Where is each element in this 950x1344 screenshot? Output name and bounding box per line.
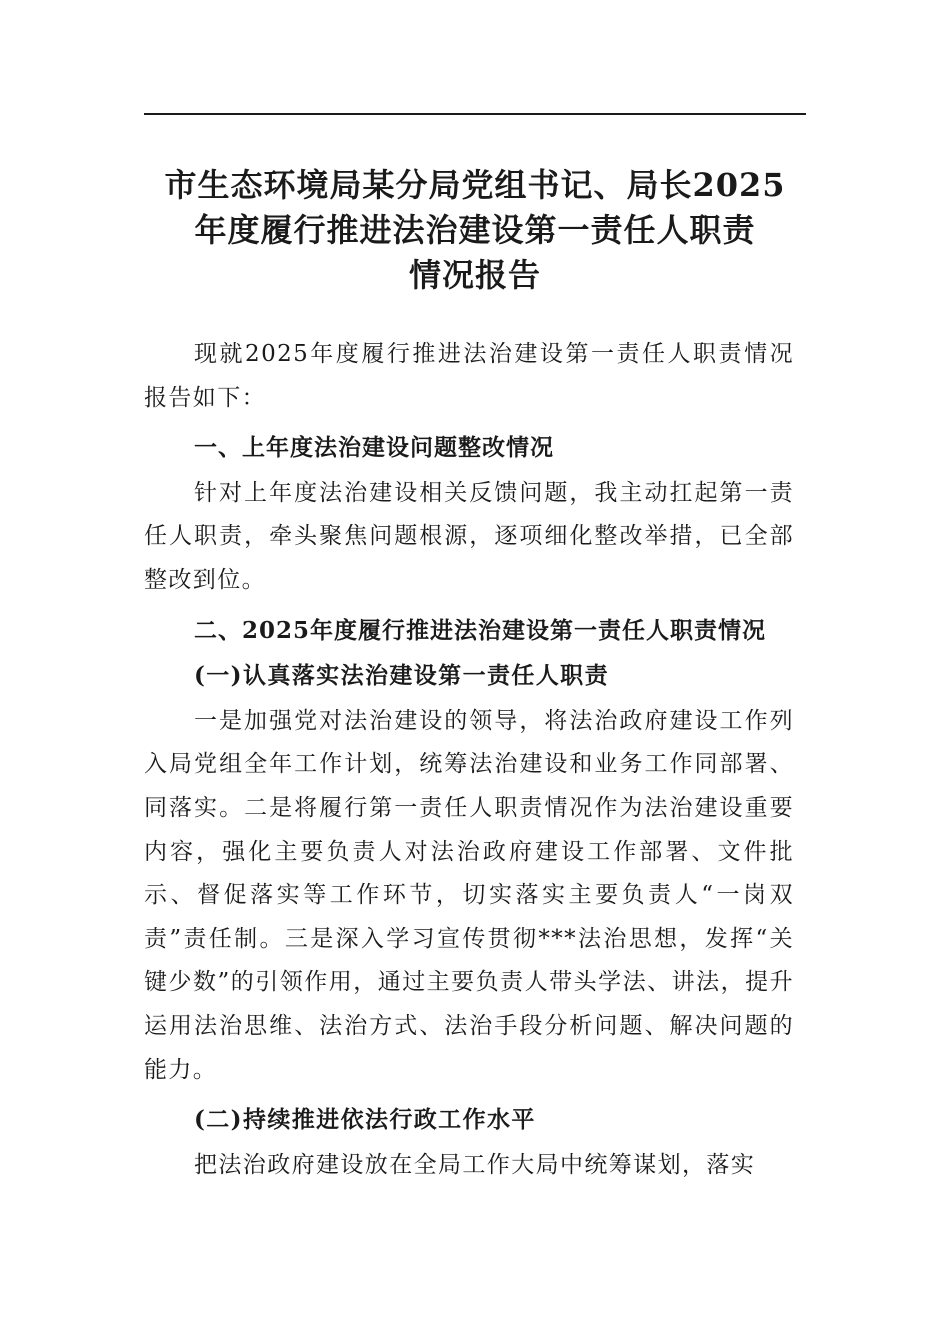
section-1-paragraph: 针对上年度法治建设相关反馈问题，我主动扛起第一责任人职责，牵头聚焦问题根源，逐项细化整改举措，已全部整改到位。 xyxy=(144,479,794,593)
title-line-3: 情况报告 xyxy=(408,256,541,294)
section-2-heading: 二、2025年度履行推进法治建设第一责任人职责情况 xyxy=(194,616,767,644)
subsection-2-paragraph: 把法治政府建设放在全局工作大局中统筹谋划，落实 xyxy=(194,1151,756,1178)
subsection-2-heading: (二)持续推进依法行政工作水平 xyxy=(194,1106,536,1134)
section-1-heading: 一、上年度法治建设问题整改情况 xyxy=(194,434,554,462)
subsection-1-paragraph: 一是加强党对法治建设的领导，将法治政府建设工作列入局党组全年工作计划，统筹法治建设和业务工作同部署、同落实。二是将履行第一责任人职责情况作为法治建设重要内容，强化主要负责人对法治政府建设工作部署、文件批示、督促落实等工作环节，切实落实主要负责人“一岗双责”责任制。三是深入学习宣传贯彻***法治思想，发挥“关键少数”的引领作用，通过主要负责人带头学法、讲法，提升运用法治思维、法治方式、法治手段分析问题、解决问题的能力。 xyxy=(144,707,794,1083)
subsection-1-heading: (一)认真落实法治建设第一责任人职责 xyxy=(194,662,609,690)
header-rule xyxy=(144,113,806,115)
intro-paragraph: 现就2025年度履行推进法治建设第一责任人职责情况报告如下： xyxy=(144,341,794,411)
document-title xyxy=(144,163,806,298)
title-line-2: 年度履行推进法治建设第一责任人职责 xyxy=(194,211,756,249)
document-body xyxy=(144,333,794,1193)
title-line-1: 市生态环境局某分局党组书记、局长2025 xyxy=(164,166,786,204)
